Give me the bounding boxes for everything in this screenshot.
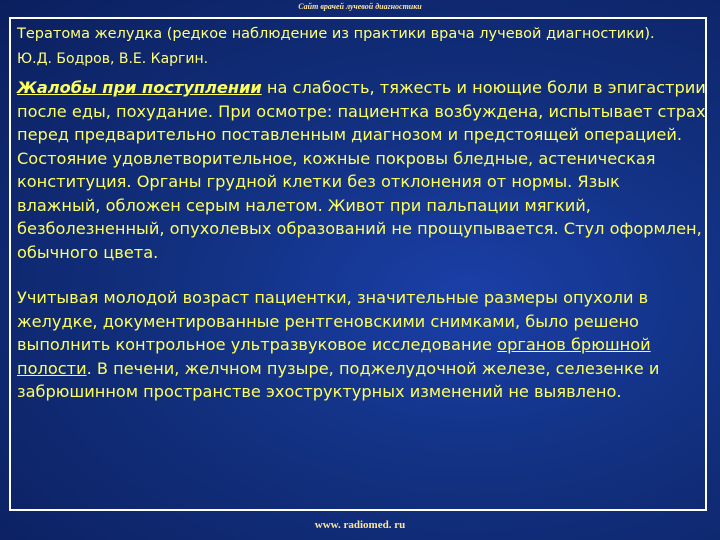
ultrasound-text-before: Учитывая молодой возраст пациентки, значительные размеры опухоли в желудке, документированные рентгеновскими снимками, было решено выполнить контрольное ультразвуковое исследование xyxy=(17,288,649,354)
abdominal-organs-link[interactable]: органов брюшной полости xyxy=(17,335,651,378)
site-header: Сайт врачей лучевой диагностики xyxy=(298,2,422,11)
article-title: Тератома желудка (редкое наблюдение из практики врача лучевой диагностики). xyxy=(17,26,655,42)
ultrasound-text-after: . В печени, желчном пузыре, поджелудочной железе, селезенке и забрюшинном пространстве эхоструктурных изменений не выявлено. xyxy=(17,358,660,401)
complaints-heading: Жалобы при поступлении xyxy=(17,78,262,97)
article xyxy=(17,24,707,404)
article-authors: Ю.Д. Бодров, В.Е. Каргин. xyxy=(17,51,209,67)
complaints-paragraph xyxy=(17,76,707,264)
site-footer-url[interactable]: www. radiomed. ru xyxy=(314,519,406,531)
complaints-text: на слабость, тяжесть и ноющие боли в эпигастрии после еды, похудание. При осмотре: пациентка возбуждена, испытывает страх перед предварительно поставленным диагнозом и предстоящей операцией. Состояние удовлетворительное, кожные покровы бледные, астеническая конституция. Органы грудной клетки без отклонения от нормы. Язык влажный, обложен серым налетом. Живот при пальпации мягкий, безболезненный, опухолевых образований не прощупывается. Стул оформлен, обычного цвета. xyxy=(17,78,706,262)
ultrasound-paragraph xyxy=(17,286,707,404)
